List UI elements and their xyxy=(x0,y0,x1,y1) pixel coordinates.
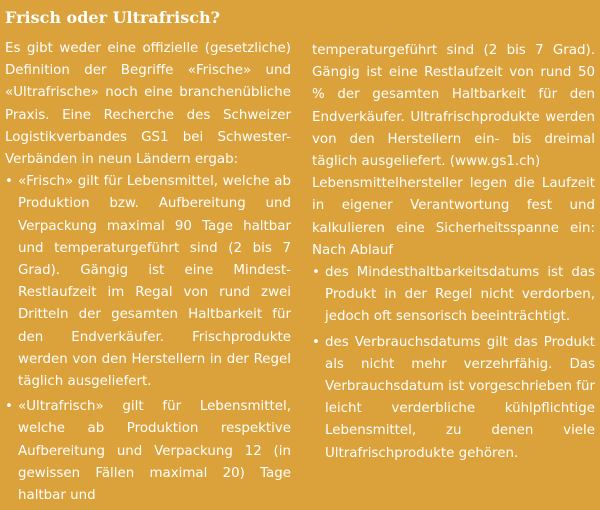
date-list xyxy=(312,262,595,465)
list-item-text: «Frisch» gilt für Lebensmittel, welche ab Produktion bzw. Aufbereitung und Verpackung maximal 90 Tage haltbar und temperaturgeführt sind (2 bis 7 Grad). Gängig ist eine Mindest-Restlaufzeit im Regal von rund zwei Dritteln der gesamten Haltbarkeit für den Endverkäufer. Frischprodukte werden von den Herstellern in der Regel täglich ausgeliefert. xyxy=(18,174,291,390)
continuation-paragraph: temperaturgeführt sind (2 bis 7 Grad). Gängig ist eine Restlaufzeit von rund 50 % der gesamten Haltbarkeit für den Endverkäufer. Ultrafrischprodukte werden von den Herstellern ein- bis dreimal täglich ausgeliefert. (www.gs1.ch) xyxy=(312,43,595,170)
bullet-icon: • xyxy=(5,174,13,190)
list-item-verbrauchsdatum xyxy=(312,332,595,465)
intro-paragraph: Es gibt weder eine offizielle (gesetzliche) Definition der Begriffe «Frische» und «Ultrafrische» noch eine branchenübliche Praxis. Eine Recherche des Schweizer Logistikverbandes GS1 bei Schwester-Verbänden in neun Ländern ergab: xyxy=(5,41,291,168)
list-item-text: des Mindesthaltbarkeitsdatums ist das Produkt in der Regel nicht verdorben, jedoch oft sensorisch beeinträchtigt. xyxy=(325,265,595,325)
list-item-ultrafrisch xyxy=(5,396,291,507)
bullet-icon: • xyxy=(5,399,13,415)
list-item-text: «Ultrafrisch» gilt für Lebensmittel, welche ab Produktion respektive Aufbereitung und Verpackung 12 (in gewissen Fällen maximal 20) Tage haltbar und xyxy=(18,399,291,504)
definition-list xyxy=(5,171,291,507)
bullet-icon: • xyxy=(312,265,320,281)
list-item-mhd xyxy=(312,262,595,329)
list-item-frisch xyxy=(5,171,291,393)
left-column xyxy=(5,38,291,510)
body-paragraph: Lebensmittelhersteller legen die Laufzeit in eigener Verantwortung fest und kalkulieren eine Sicherheitsspanne ein: Nach Ablauf xyxy=(312,176,595,258)
box-title: Frisch oder Ultrafrisch? xyxy=(5,8,220,27)
list-item-text: des Verbrauchsdatums gilt das Produkt als nicht mehr verzehrfähig. Das Verbrauchsdatum ist vorgeschrieben für leicht verderbliche kühlpflichtige Lebensmittel, zu denen viele Ultrafrischprodukte gehören. xyxy=(325,334,595,461)
right-column xyxy=(312,40,595,468)
bullet-icon: • xyxy=(312,334,320,350)
